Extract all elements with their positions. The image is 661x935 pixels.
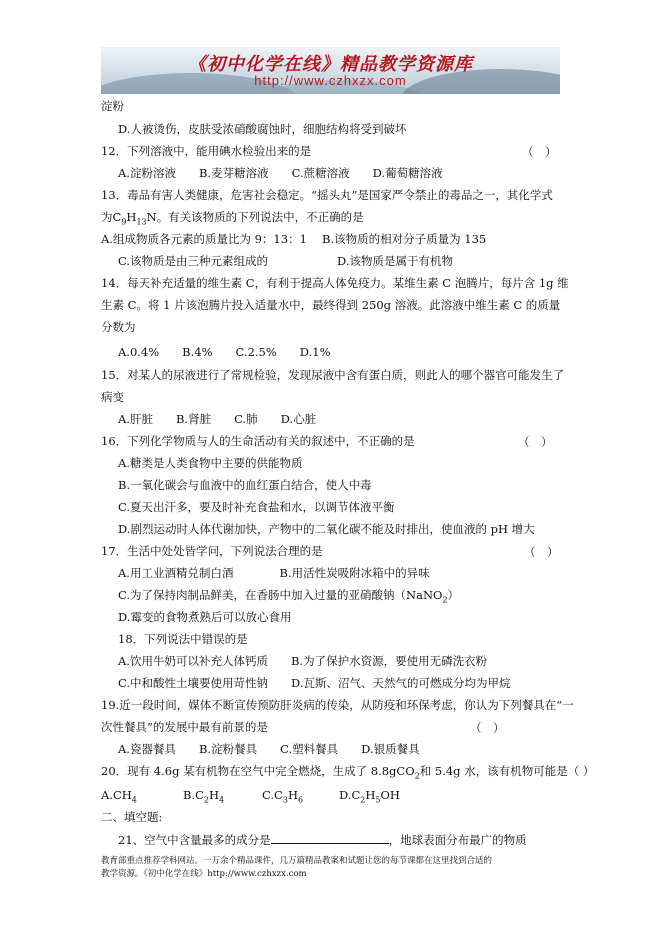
text: 20．现有 4.6g 某有机物在空气中完全燃烧，生成了 8.8gCO — [101, 764, 415, 778]
option-line: D.人被烫伤，皮肤受浓硝酸腐蚀时，细胞结构将受到破坏 — [118, 122, 407, 136]
banner-url[interactable]: http://www.czhxzx.com — [254, 73, 407, 88]
text: H — [209, 788, 220, 802]
question-14-cont: 生素 C。将 1 片该泡腾片投入适量水中，最终得到 250g 溶液。此溶液中维生素 C 的质量 — [101, 298, 561, 312]
text: C.C — [262, 788, 283, 802]
option-line: A.用工业酒精兑制白酒 B.用活性炭吸附冰箱中的异味 — [118, 566, 430, 580]
text: B.C — [183, 788, 204, 802]
question-20 — [101, 763, 594, 779]
subscript: 4 — [219, 795, 225, 805]
text: N。有关该物质的下列说法中，不正确的是 — [146, 210, 364, 224]
banner-title: 《初中化学在线》精品教学资源库 — [188, 54, 473, 75]
option-b — [183, 787, 224, 803]
text: ） — [447, 588, 460, 602]
answer-brackets: （ ） — [522, 145, 557, 159]
text: H — [287, 788, 298, 802]
answer-brackets: （ ） — [518, 435, 553, 449]
header-banner — [101, 47, 560, 94]
footer-line: 教育部重点推荐学科网站。一万余个精品课件，几万篇精品教案和试题让您的每节课都在这里找到合适的 — [101, 856, 493, 866]
question-12: 12．下列溶液中，能用碘水检验出来的是 — [101, 144, 312, 158]
subscript: 5 — [375, 795, 381, 805]
question-14: 14．每天补充适量的维生素 C，有利于提高人体免疫力。某维生素 C 泡腾片，每片含 1g 维 — [101, 276, 569, 290]
options-13-cd: C.该物质是由三种元素组成的 D.该物质是属于有机物 — [118, 254, 454, 268]
option-line: C.中和酸性土壤要使用苛性钠 D.瓦斯、沼气、天然气的可燃成分均为甲烷 — [118, 676, 511, 690]
option-d — [339, 787, 400, 803]
question-19-cont: 次性餐具”的发展中最有前景的是 — [101, 720, 268, 734]
text: ，地球表面分布最广的物质 — [388, 833, 527, 847]
footer-line[interactable]: 教学资源。《初中化学在线》http://www.czhxzx.com — [101, 869, 307, 879]
subscript: 2 — [414, 771, 420, 781]
fill-blank[interactable] — [271, 831, 389, 844]
options-14: A.0.4% B.4% C.2.5% D.1% — [118, 345, 331, 359]
option-line — [118, 587, 459, 603]
option-line: B.一氧化碳会与血液中的血红蛋白结合，使人中毒 — [118, 478, 372, 492]
option-line: C.夏天出汗多，要及时补充食盐和水，以调节体液平衡 — [118, 500, 395, 514]
text: C.为了保持肉制品鲜美，在香肠中加入过量的亚硝酸钠（NaNO — [118, 588, 443, 602]
option-line: D.霉变的食物煮熟后可以放心食用 — [118, 610, 292, 624]
text: D.C — [339, 788, 361, 802]
options-19: A.瓷器餐具 B.淀粉餐具 C.塑料餐具 D.银质餐具 — [118, 742, 420, 756]
option-line: A.糖类是人类食物中主要的供能物质 — [118, 456, 303, 470]
text-line: 淀粉 — [101, 99, 124, 113]
options-12: A.淀粉溶液 B.麦芽糖溶液 C.蔗糖溶液 D.葡萄糖溶液 — [118, 166, 443, 180]
option-line: D.剧烈运动时人体代谢加快，产物中的二氧化碳不能及时排出，使血液的 pH 增大 — [118, 522, 535, 536]
answer-brackets: （ ） — [470, 721, 505, 735]
footer — [101, 855, 571, 881]
question-14-cont: 分数为 — [101, 320, 136, 334]
option-a — [101, 787, 137, 803]
options-15: A.肝脏 B.肾脏 C.肺 D.心脏 — [118, 412, 317, 426]
text: 为C — [101, 210, 122, 224]
question-21 — [118, 831, 527, 848]
question-19: 19.近一段时间，媒体不断宣传预防肝炎病的传染，从防疫和环保考虑，你认为下列餐具在“一 — [101, 698, 574, 712]
section-heading: 二、填空题: — [101, 810, 163, 824]
options-13-ab: A.组成物质各元素的质量比为 9：13：1 B.该物质的相对分子质量为 135 — [101, 232, 487, 246]
option-line: A.饮用牛奶可以补充人体钙质 B.为了保护水资源，要使用无磷洗衣粉 — [118, 654, 488, 668]
answer-brackets: （ ） — [524, 545, 559, 559]
subscript: 2 — [203, 795, 209, 805]
text: A.CH — [101, 788, 132, 802]
subscript: 2 — [442, 595, 448, 605]
question-17: 17．生活中处处皆学问，下列说法合理的是 — [101, 544, 323, 558]
question-15: 15．对某人的尿液进行了常规检验，发现尿液中含有蛋白质，则此人的哪个器官可能发生了 — [101, 368, 565, 382]
option-c — [262, 787, 303, 803]
subscript: 4 — [131, 795, 137, 805]
subscript: 2 — [360, 795, 366, 805]
subscript: 13 — [136, 217, 147, 227]
subscript: 3 — [282, 795, 288, 805]
text: 和 5.4g 水，该有机物可能是（ ） — [419, 764, 595, 778]
question-15-cont: 病变 — [101, 390, 124, 404]
text: H — [365, 788, 376, 802]
text: OH — [380, 788, 400, 802]
subscript: 6 — [297, 795, 304, 805]
subscript: 9 — [121, 217, 127, 227]
text: H — [126, 210, 137, 224]
text: 21、空气中含量最多的成分是 — [118, 833, 271, 847]
question-13: 13．毒品有害人类健康，危害社会稳定。“摇头丸”是国家严令禁止的毒品之一，其化学式 — [101, 188, 553, 202]
question-16: 16．下列化学物质与人的生命活动有关的叙述中，不正确的是 — [101, 434, 415, 448]
question-13-cont — [101, 209, 364, 225]
question-18: 18．下列说法中错误的是 — [118, 632, 248, 646]
